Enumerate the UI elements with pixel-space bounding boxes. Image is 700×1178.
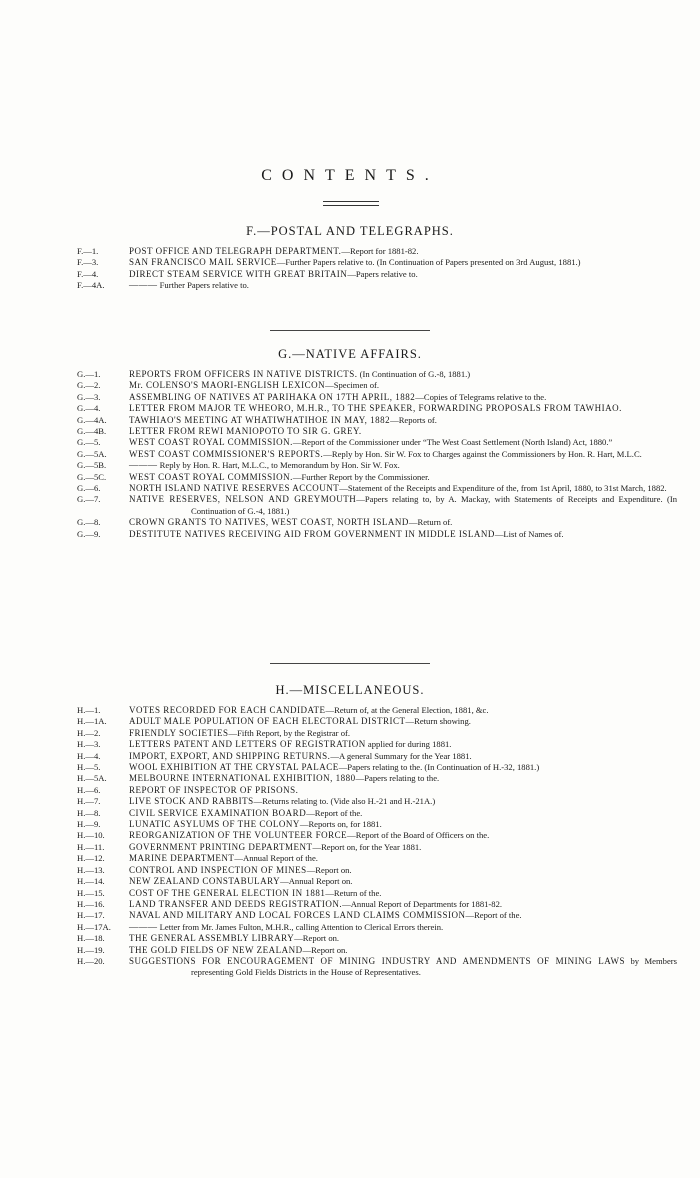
paper-description <box>129 888 677 899</box>
paper-description <box>129 865 677 876</box>
paper-description <box>129 449 677 460</box>
toc-entry <box>77 472 677 483</box>
paper-code: G.—4. <box>77 403 101 414</box>
paper-note: —Report of the Board of Officers on the. <box>347 830 490 841</box>
toc-entry <box>77 257 677 268</box>
paper-description <box>129 246 677 257</box>
paper-code: H.—9. <box>77 819 101 830</box>
paper-note: —Annual Report on. <box>280 876 353 887</box>
paper-note: —Papers relating to the. <box>355 773 440 784</box>
paper-code: G.—3. <box>77 391 101 402</box>
paper-note: —Report of the Commissioner under “The West Coast Settlement (North Island) Act, 1880.” <box>292 437 613 448</box>
paper-note: —List of Names of. <box>494 528 564 539</box>
toc-entry <box>77 830 677 841</box>
paper-code: F.—1. <box>77 246 99 256</box>
paper-description <box>129 705 677 716</box>
section-heading-g: G.—NATIVE AFFAIRS. <box>278 347 422 361</box>
toc-entry <box>77 819 677 830</box>
paper-code: G.—9. <box>77 528 101 539</box>
paper-title: MARINE DEPARTMENT <box>129 853 235 864</box>
paper-note: —Report of the. <box>306 807 363 818</box>
toc-entry <box>77 529 677 540</box>
paper-note: —Reports on, for 1881. <box>299 819 382 830</box>
paper-description <box>129 403 677 414</box>
toc-entry <box>77 876 677 887</box>
paper-title: DESTITUTE NATIVES RECEIVING AID FROM GOVERNMENT IN MIDDLE ISLAND <box>129 528 495 539</box>
section-divider <box>270 330 430 331</box>
paper-code: G.—1. <box>77 369 101 379</box>
paper-title: IMPORT, EXPORT, AND SHIPPING RETURNS. <box>129 750 331 761</box>
toc-entry <box>77 494 677 517</box>
paper-code: G.—5A. <box>77 448 107 459</box>
toc-entry <box>77 705 677 716</box>
paper-code: G.—2. <box>77 380 101 391</box>
paper-description <box>129 773 677 784</box>
paper-description <box>129 933 677 944</box>
paper-code: G.—5. <box>77 437 101 448</box>
paper-title: REPORTS FROM OFFICERS IN NATIVE DISTRICTS. <box>129 369 358 379</box>
paper-code: H.—14. <box>77 876 105 887</box>
paper-description <box>129 739 677 750</box>
paper-title: ——— <box>129 280 158 291</box>
paper-code: H.—11. <box>77 841 105 852</box>
paper-note: —Further Report by the Commissioner. <box>292 471 430 482</box>
paper-description <box>129 437 677 448</box>
paper-description <box>129 517 677 528</box>
paper-description <box>129 910 677 921</box>
toc-entry <box>77 460 677 471</box>
paper-title: ——— <box>129 460 158 471</box>
toc-entry <box>77 888 677 899</box>
toc-entry <box>77 910 677 921</box>
paper-description <box>129 796 677 807</box>
section-heading-h: H.—MISCELLANEOUS. <box>275 683 425 697</box>
paper-description <box>129 762 677 773</box>
toc-entry <box>77 403 677 414</box>
paper-code: H.—7. <box>77 796 101 807</box>
paper-note: —Returns relating to. (Vide also H.-21 and H.-21A.) <box>253 796 436 807</box>
paper-title: NEW ZEALAND CONSTABULARY <box>129 876 281 887</box>
paper-title: CROWN GRANTS TO NATIVES, WEST COAST, NORTH ISLAND <box>129 517 409 528</box>
paper-title: LETTERS PATENT AND LETTERS OF REGISTRATION <box>129 739 366 750</box>
paper-code: H.—1A. <box>77 716 107 727</box>
paper-code: H.—1. <box>77 705 101 715</box>
paper-code: F.—4A. <box>77 280 105 291</box>
paper-title: LETTER FROM MAJOR TE WHEORO, M.H.R., TO THE SPEAKER, FORWARDING PROPOSALS FROM TAWHIAO. <box>129 403 622 414</box>
paper-title: LAND TRANSFER AND DEEDS REGISTRATION. <box>129 898 343 909</box>
paper-note: —A general Summary for the Year 1881. <box>330 750 472 761</box>
paper-title: LIVE STOCK AND RABBITS <box>129 796 254 807</box>
paper-note: applied for during 1881. <box>365 739 452 750</box>
paper-code: H.—10. <box>77 830 105 841</box>
paper-title: NATIVE RESERVES, NELSON AND GREYMOUTH <box>129 494 357 505</box>
paper-description <box>129 494 677 517</box>
toc-entry <box>77 796 677 807</box>
paper-note: —Papers relating to the. (In Continuation of H.-32, 1881.) <box>338 762 540 773</box>
paper-code: H.—19. <box>77 944 105 955</box>
paper-code: H.—18. <box>77 933 105 944</box>
paper-description <box>129 842 677 853</box>
paper-code: G.—5C. <box>77 471 107 482</box>
toc-entry <box>77 842 677 853</box>
paper-title: FRIENDLY SOCIETIES <box>129 727 229 738</box>
paper-description <box>129 269 677 280</box>
paper-code: H.—6. <box>77 784 101 795</box>
paper-note: —Return of, at the General Election, 1881, &c. <box>325 705 489 715</box>
paper-code: F.—3. <box>77 257 99 268</box>
toc-entry <box>77 280 677 291</box>
paper-description <box>129 853 677 864</box>
paper-note: —Report on, for the Year 1881. <box>312 841 422 852</box>
paper-note: Letter from Mr. James Fulton, M.H.R., calling Attention to Clerical Errors therein. <box>157 921 444 932</box>
paper-title: DIRECT STEAM SERVICE WITH GREAT BRITAIN <box>129 268 348 279</box>
section-h <box>77 705 677 979</box>
toc-entry <box>77 392 677 403</box>
paper-description <box>129 369 677 380</box>
paper-description <box>129 830 677 841</box>
paper-code: H.—17. <box>77 910 105 921</box>
paper-title: REPORT OF INSPECTOR OF PRISONS. <box>129 784 299 795</box>
paper-code: H.—17A. <box>77 921 111 932</box>
paper-description <box>129 819 677 830</box>
paper-title: LETTER FROM REWI MANIOPOTO TO SIR G. GREY. <box>129 426 362 437</box>
paper-note: —Report for 1881-82. <box>341 246 419 256</box>
paper-code: G.—4B. <box>77 426 107 437</box>
paper-description <box>129 956 677 979</box>
paper-note: —Specimen of. <box>325 380 380 391</box>
paper-title: WEST COAST COMMISSIONER'S REPORTS. <box>129 448 324 459</box>
toc-entry <box>77 426 677 437</box>
paper-title: TAWHIAO'S MEETING AT WHATIWHATIHOE IN MAY, 1882 <box>129 414 391 425</box>
paper-description <box>129 899 677 910</box>
paper-title: SAN FRANCISCO MAIL SERVICE <box>129 257 277 268</box>
paper-code: G.—8. <box>77 517 101 528</box>
toc-entry <box>77 728 677 739</box>
paper-description <box>129 415 677 426</box>
paper-title: WOOL EXHIBITION AT THE CRYSTAL PALACE <box>129 762 339 773</box>
paper-code: H.—12. <box>77 853 105 864</box>
toc-entry <box>77 269 677 280</box>
paper-note: Reply by Hon. R. Hart, M.L.C., to Memorandum by Hon. Sir W. Fox. <box>157 460 400 471</box>
paper-description <box>129 529 677 540</box>
toc-entry <box>77 517 677 528</box>
paper-code: G.—6. <box>77 483 101 494</box>
paper-code: G.—5B. <box>77 460 107 471</box>
paper-description <box>129 380 677 391</box>
paper-code: H.—15. <box>77 887 105 898</box>
paper-description <box>129 472 677 483</box>
paper-note: by Members representing Gold Fields Districts in the House of Representatives. <box>191 955 677 978</box>
toc-entry <box>77 369 677 380</box>
paper-note: Further Papers relative to. <box>157 280 249 291</box>
paper-title: THE GOLD FIELDS OF NEW ZEALAND <box>129 944 303 955</box>
toc-entry <box>77 437 677 448</box>
section-heading-f: F.—POSTAL AND TELEGRAPHS. <box>246 224 454 238</box>
paper-note: —Papers relative to. <box>347 268 418 279</box>
paper-title: CONTROL AND INSPECTION OF MINES <box>129 864 307 875</box>
paper-title: VOTES RECORDED FOR EACH CANDIDATE <box>129 705 326 715</box>
paper-description <box>129 785 677 796</box>
toc-entry <box>77 246 677 257</box>
paper-title: WEST COAST ROYAL COMMISSION. <box>129 471 293 482</box>
paper-title: WEST COAST ROYAL COMMISSION. <box>129 437 293 448</box>
paper-note: —Report on. <box>306 864 352 875</box>
paper-description <box>129 392 677 403</box>
paper-code: H.—8. <box>77 807 101 818</box>
paper-note: —Papers relating to, by A. Mackay, with Statements of Receipts and Expenditure. (In Continuation of G.-4, 1881.) <box>191 494 677 516</box>
paper-code: H.—20. <box>77 955 105 966</box>
paper-title: GOVERNMENT PRINTING DEPARTMENT <box>129 841 313 852</box>
toc-entry <box>77 808 677 819</box>
toc-entry <box>77 922 677 933</box>
toc-entry <box>77 762 677 773</box>
section-g <box>77 369 677 540</box>
paper-note: —Statement of the Receipts and Expenditure of the, from 1st April, 1880, to 31st March, 1882. <box>339 483 667 494</box>
section-divider <box>270 663 430 664</box>
paper-title: POST OFFICE AND TELEGRAPH DEPARTMENT. <box>129 246 342 256</box>
paper-note: —Return of the. <box>325 887 382 898</box>
paper-title: ASSEMBLING OF NATIVES AT PARIHAKA ON 17TH APRIL, 1882 <box>129 391 416 402</box>
toc-entry <box>77 785 677 796</box>
paper-title: LUNATIC ASYLUMS OF THE COLONY <box>129 819 300 830</box>
paper-description <box>129 751 677 762</box>
paper-title: REORGANIZATION OF THE VOLUNTEER FORCE <box>129 830 348 841</box>
title-double-rule <box>323 201 379 206</box>
paper-description <box>129 876 677 887</box>
toc-entry <box>77 865 677 876</box>
page-title: CONTENTS. <box>261 167 439 184</box>
paper-description <box>129 460 677 471</box>
toc-entry <box>77 449 677 460</box>
paper-description <box>129 945 677 956</box>
paper-code: H.—2. <box>77 727 101 738</box>
paper-title: CIVIL SERVICE EXAMINATION BOARD <box>129 807 307 818</box>
paper-title: MELBOURNE INTERNATIONAL EXHIBITION, 1880 <box>129 773 356 784</box>
toc-entry <box>77 739 677 750</box>
paper-note: —Annual Report of the. <box>234 853 318 864</box>
section-f <box>77 246 677 292</box>
paper-description <box>129 728 677 739</box>
paper-note: —Reports of. <box>390 414 437 425</box>
paper-description <box>129 257 677 268</box>
paper-title: ADULT MALE POPULATION OF EACH ELECTORAL DISTRICT <box>129 716 406 727</box>
paper-title: THE GENERAL ASSEMBLY LIBRARY <box>129 933 295 944</box>
paper-code: H.—5A. <box>77 773 107 784</box>
paper-code: G.—7. <box>77 494 101 505</box>
paper-description <box>129 280 677 291</box>
toc-entry <box>77 380 677 391</box>
paper-note: —Fifth Report, by the Registrar of. <box>228 727 351 738</box>
toc-entry <box>77 945 677 956</box>
toc-entry <box>77 751 677 762</box>
paper-code: H.—13. <box>77 864 105 875</box>
paper-description <box>129 716 677 727</box>
paper-code: H.—16. <box>77 898 105 909</box>
paper-code: F.—4. <box>77 268 99 279</box>
paper-title: COST OF THE GENERAL ELECTION IN 1881 <box>129 887 326 898</box>
paper-code: G.—4A. <box>77 414 107 425</box>
paper-code: H.—4. <box>77 750 101 761</box>
toc-entry <box>77 853 677 864</box>
paper-description <box>129 483 677 494</box>
paper-description <box>129 426 677 437</box>
paper-code: H.—3. <box>77 739 101 750</box>
toc-entry <box>77 956 677 979</box>
toc-entry <box>77 899 677 910</box>
paper-title: NAVAL AND MILITARY AND LOCAL FORCES LAND CLAIMS COMMISSION <box>129 910 466 921</box>
toc-entry <box>77 415 677 426</box>
paper-title: ——— <box>129 921 158 932</box>
toc-entry <box>77 483 677 494</box>
paper-note: —Report of the. <box>465 910 522 921</box>
paper-note: —Copies of Telegrams relative to the. <box>415 391 547 402</box>
paper-note: —Further Papers relative to. (In Continuation of Papers presented on 3rd August, 1881.) <box>276 257 581 268</box>
paper-title: Mr. COLENSO'S MAORI-ENGLISH LEXICON <box>129 380 326 391</box>
toc-entry <box>77 716 677 727</box>
paper-description <box>129 922 677 933</box>
paper-title: SUGGESTIONS FOR ENCOURAGEMENT OF MINING INDUSTRY AND AMENDMENTS OF MINING LAWS <box>129 955 625 966</box>
paper-note: —Return of. <box>408 517 453 528</box>
paper-note: —Report on. <box>302 944 348 955</box>
paper-note: —Return showing. <box>405 716 471 727</box>
paper-note: —Annual Report of Departments for 1881-82. <box>342 898 503 909</box>
toc-entry <box>77 933 677 944</box>
toc-entry <box>77 773 677 784</box>
paper-note: (In Continuation of G.-8, 1881.) <box>357 369 471 379</box>
paper-code: H.—5. <box>77 762 101 773</box>
paper-title: NORTH ISLAND NATIVE RESERVES ACCOUNT <box>129 483 340 494</box>
paper-note: —Report on. <box>294 933 340 944</box>
paper-description <box>129 808 677 819</box>
paper-note: —Reply by Hon. Sir W. Fox to Charges against the Commissioners by Hon. R. Hart, M.L.C. <box>323 448 642 459</box>
